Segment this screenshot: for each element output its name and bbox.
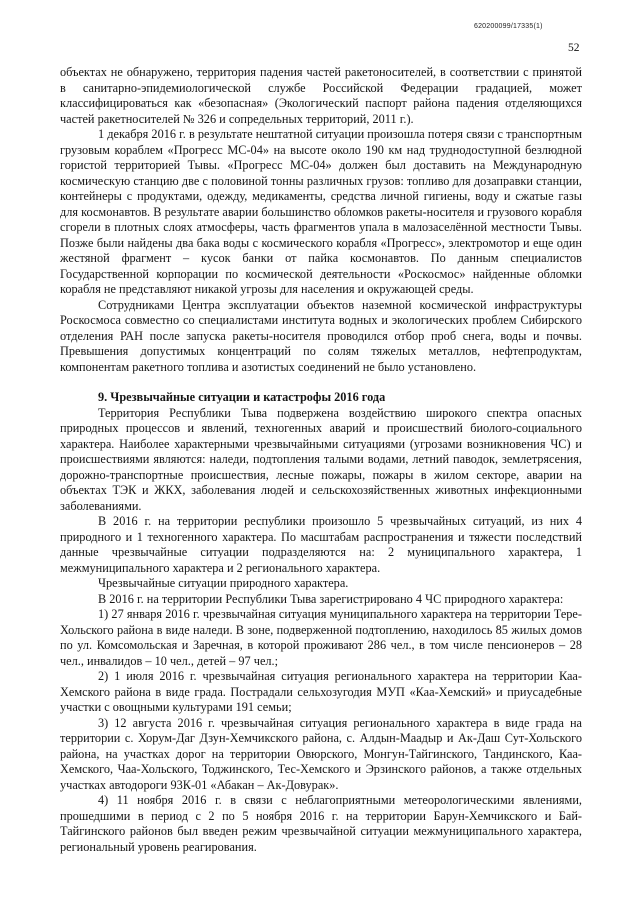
list-item-4: 4) 11 ноября 2016 г. в связи с неблагоприятными метеорологическими явлениями, прошедшими в период с 2 по 5 ноября 2016 г. на территории Барун-Хемчикского и Бай-Тайгинского районов был введен режим чрезвычайной ситуации межмуниципального характера, региональный уровень реагирования. — [60, 793, 582, 854]
paragraph-natural-intro: В 2016 г. на территории Республики Тыва зарегистрировано 4 ЧС природного характера: — [98, 591, 564, 606]
paragraph-continuation: объектах не обнаружено, территория падения частей ракетоносителей, в соответствии с принятой в санитарно-эпидемиологической службе Российской Федерации градацией, может классифицироваться как «безопасная» (Экологический паспорт района падения отделяющихся частей ракетносителей № 326 и сопредельных территорий, 2011 г.). — [60, 65, 582, 126]
page-content — [60, 65, 582, 855]
list-item-3: 3) 12 августа 2016 г. чрезвычайная ситуация регионального характера в виде града на территории с. Хорум-Даг Дзун-Хемчикского района, с. Алдын-Маадыр и Ак-Даш Сут-Хольского района, на участках дорог на территории Овюрского, Монгун-Тайгинского, Тандинского, Каа-Хемского, Чаа-Хольского, Тоджинского, Тес-Хемского и Эрзинского районов, а также отдельных участках автодороги 93К-01 «Абакан – Ак-Довурак». — [60, 715, 582, 792]
paragraph-sampling: Сотрудниками Центра эксплуатации объектов наземной космической инфраструктуры Роскосмоса совместно со специалистами института водных и экологических проблем Сибирского отделения РАН после запуска ракеты-носителя проводился отбор проб снега, воды и почвы. Превышения допустимых концентраций по солям тяжелых металлов, нефтепродуктам, компонентам ракетного топлива и азотистых соединений не было установлено. — [60, 297, 582, 374]
paragraph-progress-ms04: 1 декабря 2016 г. в результате нештатной ситуации произошла потеря связи с транспортным грузовым кораблем «Прогресс МС-04» на высоте около 190 км над труднодоступной безлюдной гористой территорией Тывы. «Прогресс МС-04» должен был доставить на Международную космическую станцию две с половиной тонны различных грузов: топливо для дозаправки станции, контейнеры с продуктами, одежду, медикаменты, средства личной гигиены, воду и сжатые газы для космонавтов. В результате аварии большинство обломков ракеты-носителя и грузового корабля сгорели в плотных слоях атмосферы, часть фрагментов упала в малозаселённой местности Тывы. Позже были найдены два бака воды с космического корабля «Прогресс», электромотор и еще один жестяной фрагмент – кусок банки от пайка космонавтов. По данным специалистов Государственной корпорации по космической деятельности «Роскосмос» найденные обломки корабля не представляют никакой угрозы для населения и окружающей среды. — [60, 127, 582, 296]
page-number: 52 — [568, 42, 580, 54]
list-item-2: 2) 1 июля 2016 г. чрезвычайная ситуация регионального характера на территории Каа-Хемского района в виде града. Пострадали сельхозугодия МУП «Каа-Хемский» и приусадебные участки с овощными культурами 191 семьи; — [60, 669, 582, 714]
list-item-1: 1) 27 января 2016 г. чрезвычайная ситуация муниципального характера на территории Тере-Хольского района в виде наледи. В зоне, подверженной подтоплению, находилось 85 жилых домов по ул. Комсомольская и Заречная, в которой проживают 286 чел., в том числе пенсионеров – 28 чел., инвалидов – 10 чел., детей – 97 чел.; — [60, 607, 582, 668]
paragraph-natural-heading: Чрезвычайные ситуации природного характера. — [98, 576, 349, 590]
section-title: 9. Чрезвычайные ситуации и катастрофы 2016 года — [98, 390, 386, 404]
paragraph-hazards: Территория Республики Тыва подвержена воздействию широкого спектра опасных природных процессов и явлений, техногенных аварий и происшествий биолого-социального характера. Наиболее характерными чрезвычайными ситуациями (угрозами возникновения ЧС) и происшествиями являются: наледи, подтопления талыми водами, летний паводок, землетрясения, дорожно-транспортные происшествия, лесные пожары, пожары в жилом секторе, аварии на объектах ТЭК и ЖКХ, заболевания людей и сельскохозяйственных животных инфекционными заболеваниями. — [60, 405, 582, 513]
document-id: 620200099/17335(1) — [474, 23, 543, 30]
paragraph-emergency-count: В 2016 г. на территории республики произошло 5 чрезвычайных ситуаций, из них 4 природного и 1 техногенного характера. По масштабам распространения и тяжести последствий данные чрезвычайные ситуации подразделяются на: 2 муниципального характера, 1 межмуниципального характера и 2 регионального характера. — [60, 514, 582, 575]
